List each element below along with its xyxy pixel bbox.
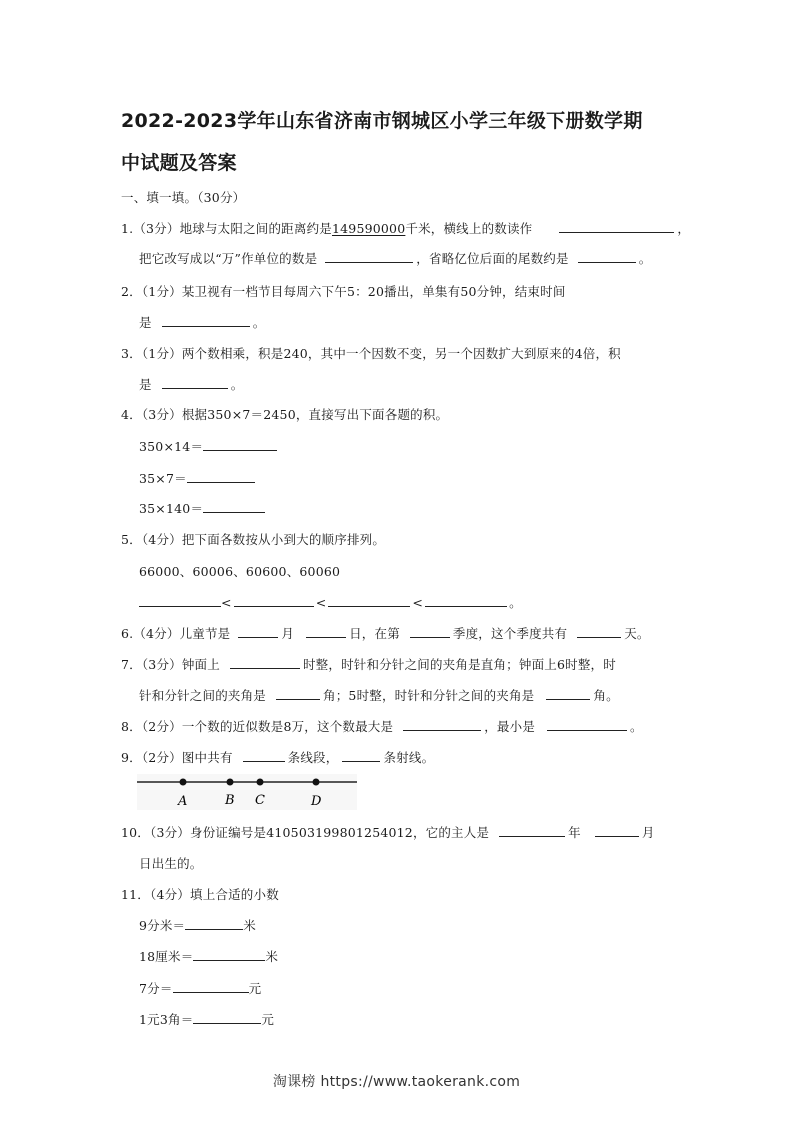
- q4-blank-2[interactable]: [187, 469, 255, 483]
- q5-end: 。: [509, 595, 522, 610]
- q11-blank-2[interactable]: [193, 947, 265, 961]
- q6-blank-quarter[interactable]: [410, 624, 450, 638]
- point-d: [313, 779, 320, 786]
- q4-blank-3[interactable]: [203, 499, 265, 513]
- q1-text-f: 。: [638, 251, 652, 266]
- point-c: [257, 779, 264, 786]
- q6-text-c: 日，在第: [349, 626, 400, 641]
- question-6: [121, 624, 650, 642]
- q11-expr-1-unit: 米: [243, 918, 256, 933]
- question-5-numbers: 66000、60006、60600、60060: [139, 564, 341, 579]
- q6-text-e: 天。: [624, 626, 650, 641]
- q5-blank-4[interactable]: [425, 593, 507, 607]
- q2-text-b: 是: [139, 315, 152, 330]
- question-7-line2: [139, 686, 619, 704]
- question-5-order-line: [139, 593, 522, 611]
- q10-text-a: 10．（3分）身份证编号是410503199801254012，它的主人是: [121, 825, 490, 840]
- q1-number: 149590000: [331, 221, 406, 236]
- question-11-expr-4: [139, 1010, 274, 1028]
- point-label-c: C: [255, 793, 265, 808]
- q5-lt-3: <: [412, 595, 424, 610]
- q1-text-c: ，: [677, 221, 691, 236]
- question-2-line1: 2．（1分）某卫视有一档节目每周六下午5：20播出，单集有50分钟，结束时间: [121, 284, 566, 299]
- q10-text-c: 月: [641, 825, 655, 840]
- question-1-line2: [139, 249, 651, 267]
- question-9: [121, 748, 434, 766]
- q3-blank[interactable]: [162, 375, 228, 389]
- point-a: [180, 779, 187, 786]
- q2-text-c: 。: [252, 315, 266, 330]
- question-4-expr-2: [139, 469, 255, 487]
- q7-blank-1[interactable]: [230, 655, 300, 669]
- question-10-line1: [121, 823, 655, 841]
- q9-text-b: 条线段，: [287, 750, 339, 765]
- section-heading: 一、填一填。（30分）: [121, 190, 246, 205]
- q6-text-d: 季度，这个季度共有: [452, 626, 568, 641]
- q1-text-b: 千米，横线上的数读作: [405, 221, 533, 236]
- q8-blank-max[interactable]: [403, 717, 481, 731]
- question-11-expr-2: [139, 947, 278, 965]
- question-8: [121, 717, 643, 735]
- q7-blank-2[interactable]: [276, 686, 320, 700]
- q11-expr-2-text: 18厘米＝: [139, 949, 194, 964]
- q7-text-c: 针和分针之间的夹角是: [139, 688, 267, 703]
- question-4-expr-3: [139, 499, 265, 517]
- point-b: [227, 779, 234, 786]
- q6-blank-month[interactable]: [238, 624, 278, 638]
- q2-blank[interactable]: [162, 313, 250, 327]
- line-diagram: [137, 774, 357, 810]
- q11-expr-2-unit: 米: [265, 949, 279, 964]
- q10-blank-year[interactable]: [499, 823, 565, 837]
- q10-blank-month[interactable]: [595, 823, 639, 837]
- question-3-line2: [139, 375, 243, 393]
- q5-blank-1[interactable]: [139, 593, 221, 607]
- question-1-line1: [121, 219, 690, 237]
- q11-blank-3[interactable]: [173, 979, 249, 993]
- diagram-background: [137, 774, 357, 810]
- page-title-line2: 中试题及答案: [121, 152, 237, 174]
- q6-blank-day[interactable]: [306, 624, 346, 638]
- q5-lt-1: <: [221, 595, 232, 610]
- question-11-expr-3: [139, 979, 261, 997]
- q8-blank-min[interactable]: [547, 717, 627, 731]
- footer-watermark: 淘课榜 https://www.taokerank.com: [272, 1074, 521, 1090]
- point-label-d: D: [311, 794, 322, 809]
- question-4-heading: 4．（3分）根据350×7＝2450，直接写出下面各题的积。: [121, 407, 449, 422]
- q4-expr-2-text: 35×7＝: [139, 471, 187, 486]
- q5-blank-2[interactable]: [234, 593, 314, 607]
- q6-blank-days[interactable]: [577, 624, 621, 638]
- q6-text-a: 6.（4分）儿童节是: [121, 626, 231, 641]
- q4-blank-1[interactable]: [203, 437, 277, 451]
- question-4-expr-1: [139, 437, 277, 455]
- q7-text-a: 7．（3分）钟面上: [121, 657, 220, 672]
- question-10-line2: 日出生的。: [139, 856, 203, 871]
- q9-text-c: 条射线。: [383, 750, 435, 765]
- question-5-heading: 5．（4分）把下面各数按从小到大的顺序排列。: [121, 532, 386, 547]
- q8-text-c: 。: [630, 719, 643, 734]
- question-7-line1: [121, 655, 616, 673]
- q11-blank-4[interactable]: [193, 1010, 261, 1024]
- q4-expr-3-text: 35×140＝: [139, 501, 204, 516]
- q11-blank-1[interactable]: [185, 916, 243, 930]
- q1-text-a: 1.（3分）地球与太阳之间的距离约是: [121, 221, 332, 236]
- q5-lt-2: <: [315, 595, 327, 610]
- q1-blank-wan[interactable]: [325, 249, 413, 263]
- q3-text-b: 是: [139, 377, 152, 392]
- q6-text-b: 月: [281, 626, 295, 641]
- q11-expr-4-unit: 元: [261, 1012, 275, 1027]
- q4-expr-1-text: 350×14＝: [139, 439, 204, 454]
- q1-text-e: ，省略亿位后面的尾数约是: [416, 251, 569, 266]
- q1-blank-reading[interactable]: [559, 219, 674, 233]
- question-11-expr-1: [139, 916, 256, 934]
- q3-text-c: 。: [230, 377, 244, 392]
- question-2-line2: [139, 313, 265, 331]
- question-3-line1: 3．（1分）两个数相乘，积是240，其中一个因数不变，另一个因数扩大到原来的4倍，积: [121, 346, 621, 361]
- q1-text-d: 把它改写成以“万”作单位的数是: [139, 251, 318, 266]
- q9-text-a: 9．（2分）图中共有: [121, 750, 233, 765]
- point-label-b: B: [225, 793, 235, 808]
- point-label-a: A: [178, 794, 188, 809]
- page-title-line1: 2022-2023学年山东省济南市钢城区小学三年级下册数学期: [121, 110, 643, 132]
- q1-blank-yi[interactable]: [578, 249, 636, 263]
- q7-blank-3[interactable]: [546, 686, 590, 700]
- q9-blank-segments[interactable]: [243, 748, 285, 762]
- q11-expr-3-text: 7分＝: [139, 981, 173, 996]
- q7-text-d: 角；5时整，时针和分针之间的夹角是: [323, 688, 535, 703]
- q9-blank-rays[interactable]: [342, 748, 380, 762]
- q5-blank-3[interactable]: [328, 593, 410, 607]
- q10-text-b: 年: [568, 825, 581, 840]
- question-11-heading: 11．（4分）填上合适的小数: [121, 887, 279, 902]
- q8-text-b: ，最小是: [484, 719, 536, 734]
- q7-text-e: 角。: [593, 688, 619, 703]
- q7-text-b: 时整，时针和分针之间的夹角是直角；钟面上6时整，时: [302, 657, 616, 672]
- q8-text-a: 8．（2分）一个数的近似数是8万，这个数最大是: [121, 719, 394, 734]
- q11-expr-3-unit: 元: [248, 981, 262, 996]
- q11-expr-4-text: 1元3角＝: [139, 1012, 194, 1027]
- q11-expr-1-text: 9分米＝: [139, 918, 186, 933]
